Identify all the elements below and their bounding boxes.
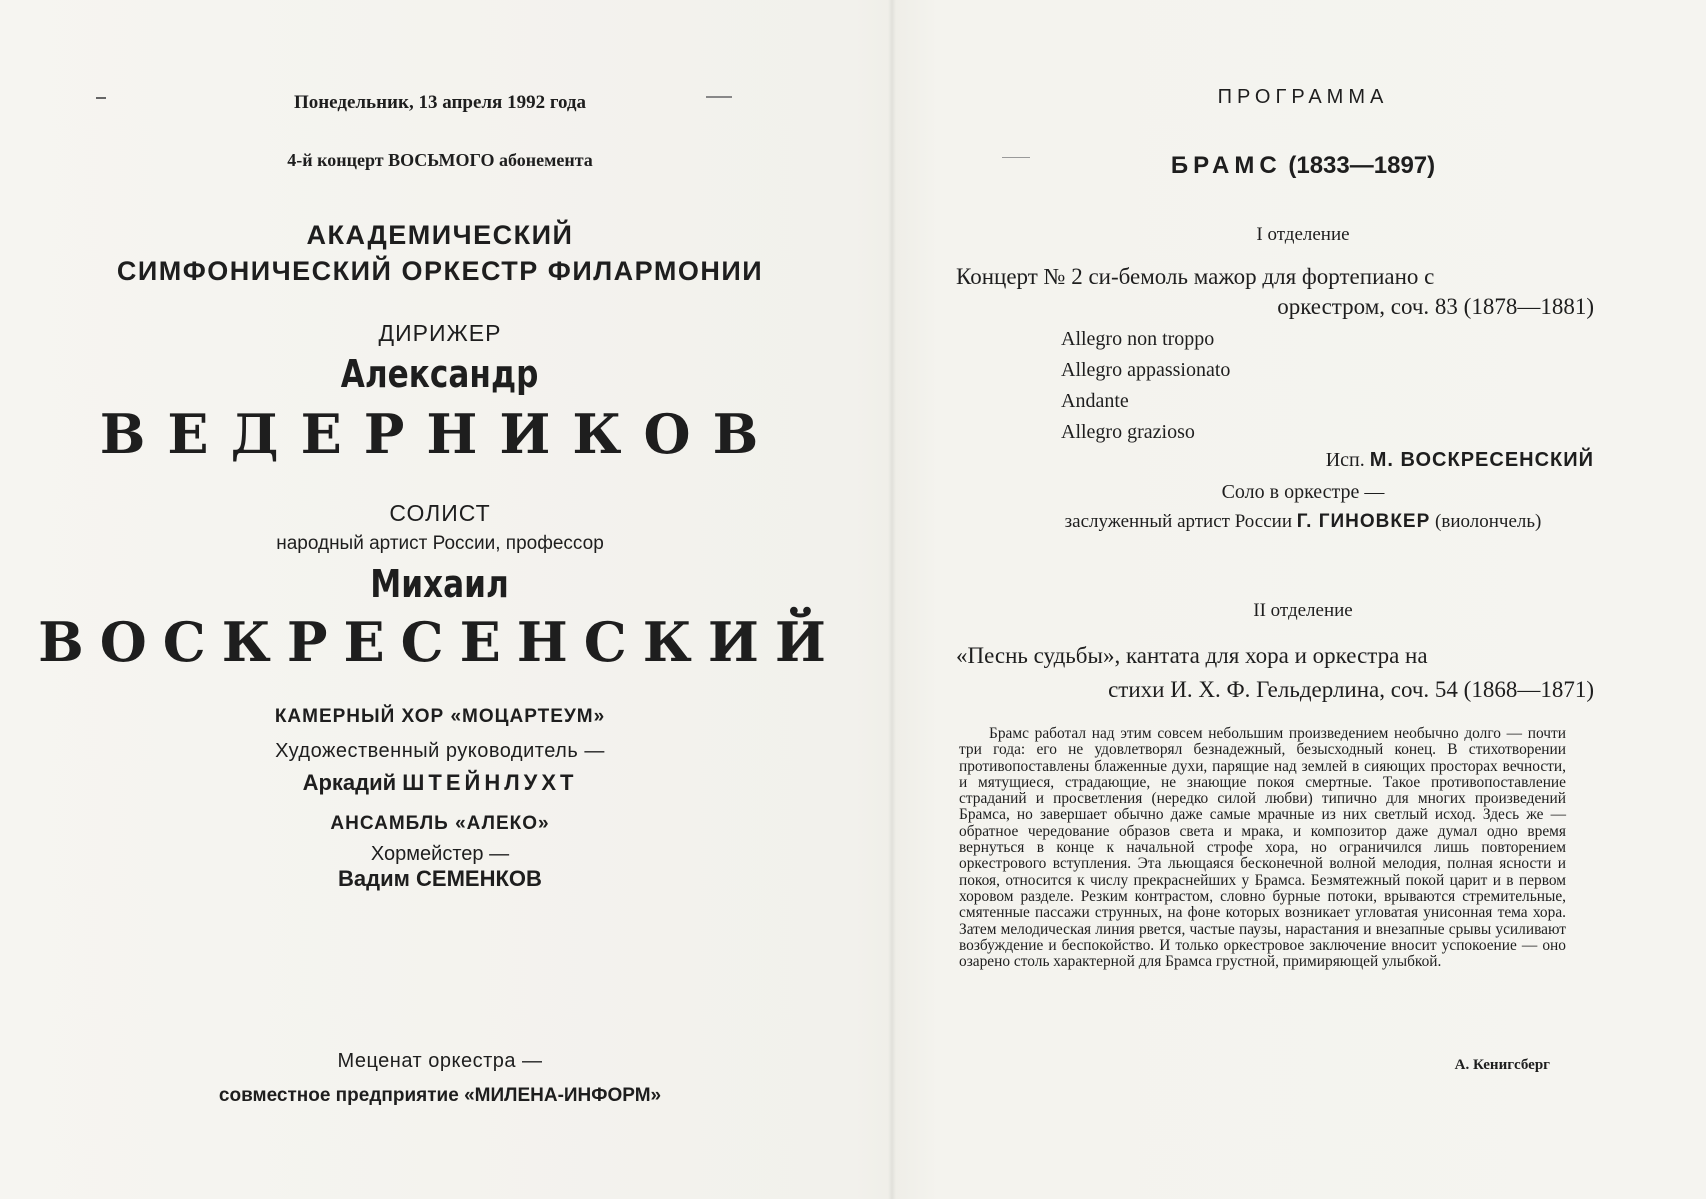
solo-instrument: (виолончель) [1435,511,1542,532]
soloist-first-name: Михаил [370,562,510,606]
art-director-first-name: Аркадий [302,770,397,795]
movement-item: Andante [1061,390,1129,412]
composer-heading [900,152,1706,180]
part-one-label: I отделение [1256,224,1350,245]
work-two-title-line1: «Песнь судьбы», кантата для хора и оркестра на [956,643,1428,668]
performer-label: Исп. [1325,449,1365,471]
composer-years: (1833—1897) [1288,152,1436,179]
solo-line [900,511,1706,533]
soloist-title: народный артист России, профессор [276,533,604,554]
soloist-first-name-row [0,562,880,606]
program-note-text: Брамс работал над этим совсем небольшим произведением необычно долго — почти три года: его не удовлетворял безнадежный, безысходный конец. В стихотворении противопоставлены блаженные духи, парящие над землей в сияющих просторах вечности, и мятущиеся, страдающие, не знающие покоя смертные. Такое противопоставление страданий и просветления (нередко силой любви) типично для многих произведений Брамса, но завершает обычно даже самые мрачные из них светлый исход. Здесь же — обратное чередование образов света и мрака, и композитор даже думал одно время вернуться в конце к начальной строфе хора, но ограничился лишь повторением оркестрового вступления. Эта льющаяся бесконечной волной мелодия, полная ясности и покоя, относится к числу прекраснейших у Брамса. Безмятежный покой царит и в первом хоровом разделе. Резким контрастом, словно бурные потоки, врываются стремительные, смятенные пассажи струнных, на фоне которых возникает угловатая унисонная тема хора. Затем мелодическая линия рвется, частые паузы, нарастания и внезапные срывы усиливают возбуждение и беспокойство. И только оркестровое заключение вносит успокоение — оно озарено столь характерной для Брамса грустной, примиряющей улыбкой. [959,725,1566,971]
choirmaster-label: Хормейстер — [370,843,510,865]
choir-name: КАМЕРНЫЙ ХОР «МОЦАРТЕУМ» [274,706,606,727]
conductor-first-name: Александр [341,352,539,396]
ensemble-name: АНСАМБЛЬ «АЛЕКО» [330,813,550,834]
performer-line [1326,449,1594,472]
choirmaster-name: Вадим СЕМЕНКОВ [338,866,542,891]
solo-name: Г. ГИНОВКЕР [1296,511,1431,532]
performer-name: М. ВОСКРЕСЕНСКИЙ [1369,449,1594,471]
part-two-label: II отделение [1253,600,1353,621]
program-heading: ПРОГРАММА [1217,86,1389,108]
movement-item: Allegro non troppo [1061,328,1215,350]
work-two-title-line2: стихи И. Х. Ф. Гельдерлина, соч. 54 (1868—1871) [1108,677,1594,702]
soloist-label: СОЛИСТ [389,500,491,526]
patron-organization: совместное предприятие «МИЛЕНА-ИНФОРМ» [218,1085,662,1106]
center-fold [888,0,896,1199]
patron-label: Меценат оркестра — [337,1050,543,1072]
composer-name: БРАМС [1170,152,1282,179]
art-director-name [0,770,880,796]
orchestra-name-line1: АКАДЕМИЧЕСКИЙ [306,220,574,250]
solo-label: Соло в оркестре — [1221,481,1385,503]
orchestra-name-line2: СИМФОНИЧЕСКИЙ ОРКЕСТР ФИЛАРМОНИИ [116,256,764,286]
conductor-label: ДИРИЖЕР [378,320,502,346]
conductor-surname: ВЕДЕРНИКОВ [99,402,781,466]
program-note-author: А. Кенигсберг [1454,1057,1550,1073]
solo-title: заслуженный артист России [1064,511,1292,532]
movement-item: Allegro grazioso [1061,421,1195,443]
subscription-line: 4-й концерт ВОСЬМОГО абонемента [287,150,593,170]
right-page [900,0,1706,1199]
concert-date: Понедельник, 13 апреля 1992 года [293,92,587,113]
art-director-surname: ШТЕЙНЛУХТ [402,770,578,795]
soloist-surname: ВОСКРЕСЕНСКИЙ [38,610,842,674]
art-director-label: Художественный руководитель — [275,740,605,762]
work-one-title-line1: Концерт № 2 си-бемоль мажор для фортепиано с [956,264,1435,289]
work-one-title-line2: оркестром, соч. 83 (1878—1881) [1277,294,1594,319]
conductor-first-name-row [0,352,880,396]
movement-item: Allegro appassionato [1061,359,1231,381]
